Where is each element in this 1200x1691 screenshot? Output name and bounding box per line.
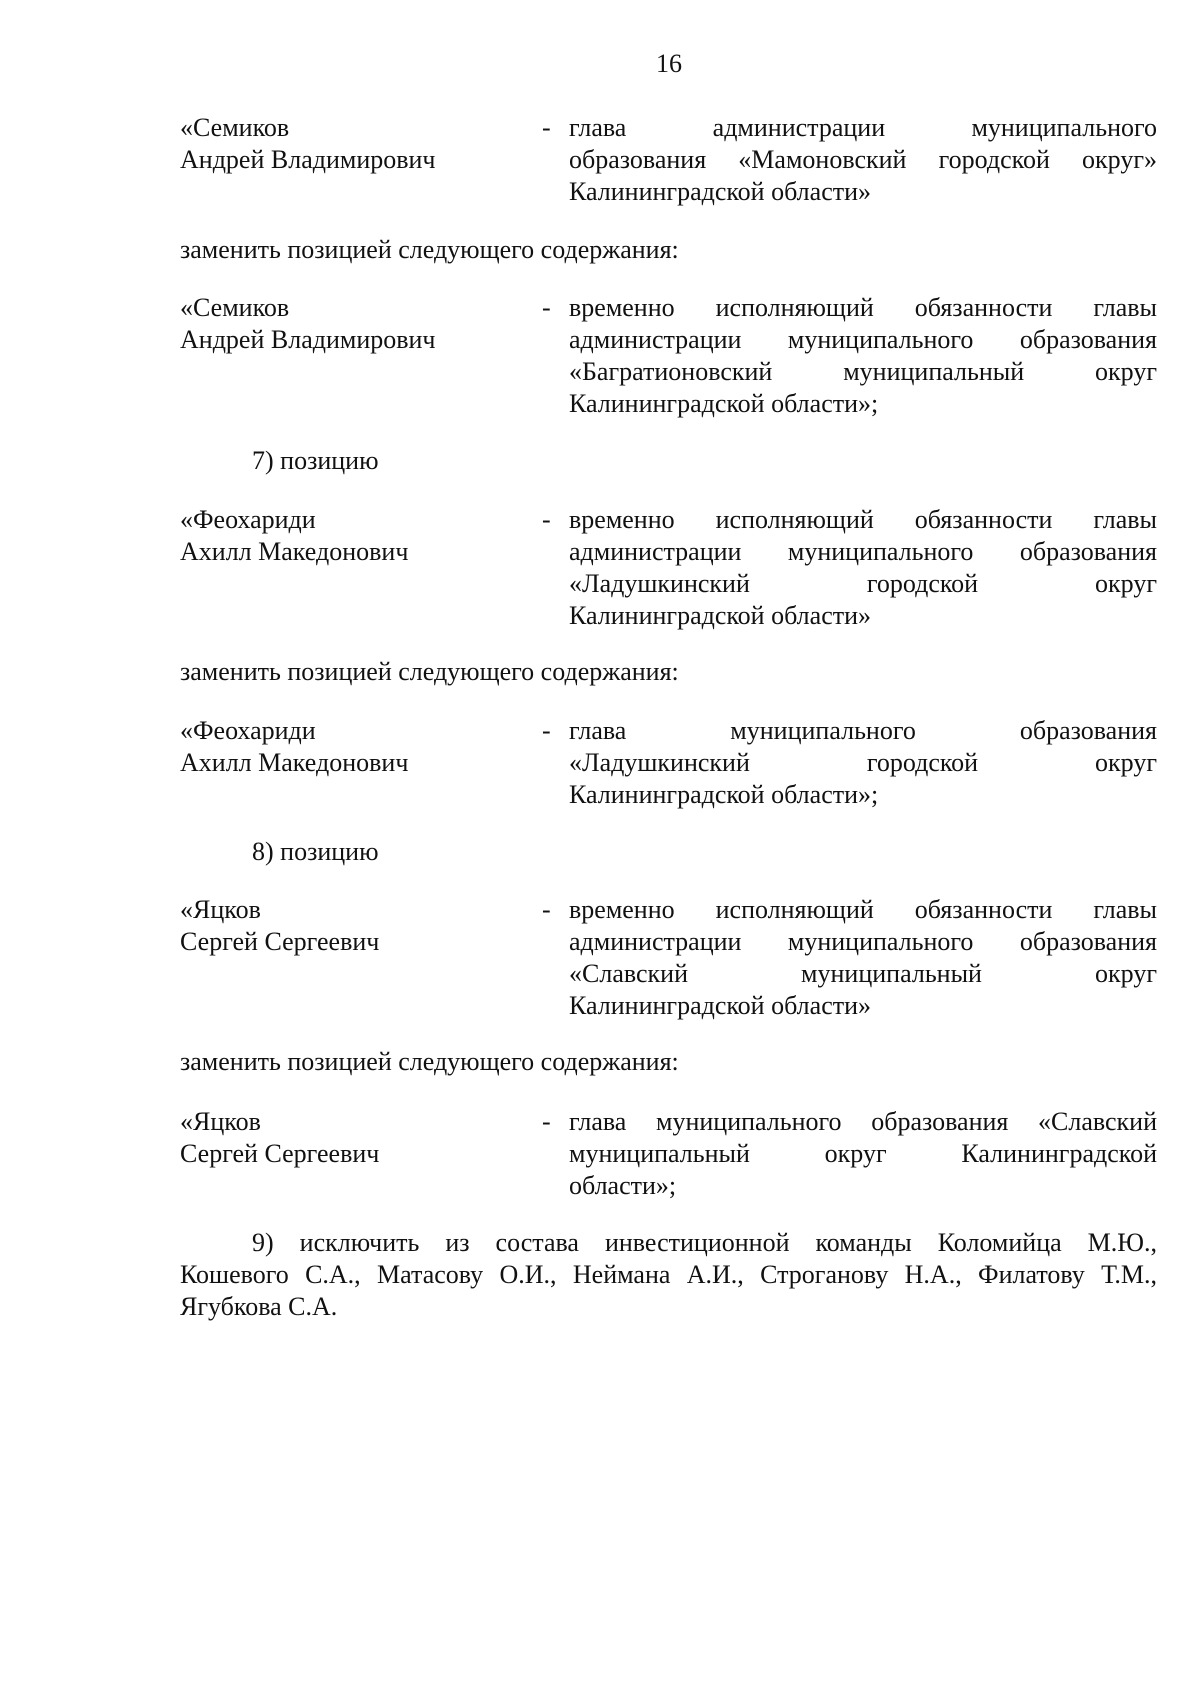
position-entry-new-feokharidi (180, 715, 1180, 811)
person-name (180, 715, 542, 811)
description-line: глава администрации муниципального (569, 113, 1157, 142)
item-7-heading: 7) позицию (252, 446, 379, 475)
person-name-line: Ахилл Македонович (180, 537, 409, 566)
person-name-line: «Семиков (180, 293, 290, 322)
dash: - (542, 505, 551, 534)
dash: - (542, 716, 551, 745)
description-line: «Багратионовский муниципальный округ (569, 357, 1157, 386)
person-name-line: Ахилл Македонович (180, 748, 409, 777)
description-line: образования «Мамоновский городской округ» (569, 145, 1157, 174)
person-name (180, 1106, 542, 1202)
person-name-line: Андрей Владимирович (180, 145, 436, 174)
position-description (569, 504, 1157, 632)
person-name (180, 112, 542, 208)
description-line: муниципальный округ Калининградской (569, 1139, 1157, 1168)
description-line: Калининградской области»; (569, 780, 879, 809)
item-8-heading: 8) позицию (252, 837, 379, 866)
person-name-line: «Яцков (180, 895, 261, 924)
paragraph-line: Кошевого С.А., Матасову О.И., Неймана А.И., Строганову Н.А., Филатову Т.М., (180, 1260, 1157, 1289)
description-line: Калининградской области» (569, 991, 872, 1020)
position-entry-old-semikov (180, 112, 1180, 208)
person-name-line: Сергей Сергеевич (180, 1139, 380, 1168)
dash: - (542, 895, 551, 924)
dash: - (542, 113, 551, 142)
description-line: временно исполняющий обязанности главы (569, 505, 1157, 534)
position-description (569, 1106, 1157, 1202)
position-entry-old-feokharidi (180, 504, 1180, 632)
description-line: «Славский муниципальный округ (569, 959, 1157, 988)
person-name (180, 894, 542, 1022)
person-name-line: Сергей Сергеевич (180, 927, 380, 956)
description-line: администрации муниципального образования (569, 537, 1157, 566)
position-description (569, 715, 1157, 811)
dash: - (542, 1107, 551, 1136)
position-description (569, 292, 1157, 420)
description-line: администрации муниципального образования (569, 927, 1157, 956)
description-line: глава муниципального образования «Славский (569, 1107, 1157, 1136)
description-line: «Ладушкинский городской округ (569, 748, 1157, 777)
person-name (180, 504, 542, 632)
description-line: глава муниципального образования (569, 716, 1157, 745)
replace-instruction: заменить позицией следующего содержания: (180, 235, 679, 264)
person-name-line: «Феохариди (180, 716, 316, 745)
position-description (569, 894, 1157, 1022)
replace-instruction: заменить позицией следующего содержания: (180, 1047, 679, 1076)
description-line: «Ладушкинский городской округ (569, 569, 1157, 598)
replace-instruction: заменить позицией следующего содержания: (180, 657, 679, 686)
item-9-paragraph (180, 1227, 1157, 1323)
description-line: Калининградской области» (569, 177, 872, 206)
dash: - (542, 293, 551, 322)
description-line: Калининградской области» (569, 601, 872, 630)
description-line: области»; (569, 1171, 677, 1200)
description-line: временно исполняющий обязанности главы (569, 895, 1157, 924)
position-description (569, 112, 1157, 208)
paragraph-line: 9) исключить из состава инвестиционной команды Коломийца М.Ю., (252, 1228, 1157, 1257)
person-name-line: «Яцков (180, 1107, 261, 1136)
paragraph-line: Ягубкова С.А. (180, 1292, 338, 1321)
person-name-line: «Семиков (180, 113, 290, 142)
position-entry-old-yatskov (180, 894, 1180, 1022)
description-line: администрации муниципального образования (569, 325, 1157, 354)
description-line: Калининградской области»; (569, 389, 879, 418)
position-entry-new-yatskov (180, 1106, 1180, 1202)
person-name-line: Андрей Владимирович (180, 325, 436, 354)
person-name (180, 292, 542, 420)
person-name-line: «Феохариди (180, 505, 316, 534)
description-line: временно исполняющий обязанности главы (569, 293, 1157, 322)
position-entry-new-semikov (180, 292, 1180, 420)
page-number: 16 (656, 49, 682, 78)
